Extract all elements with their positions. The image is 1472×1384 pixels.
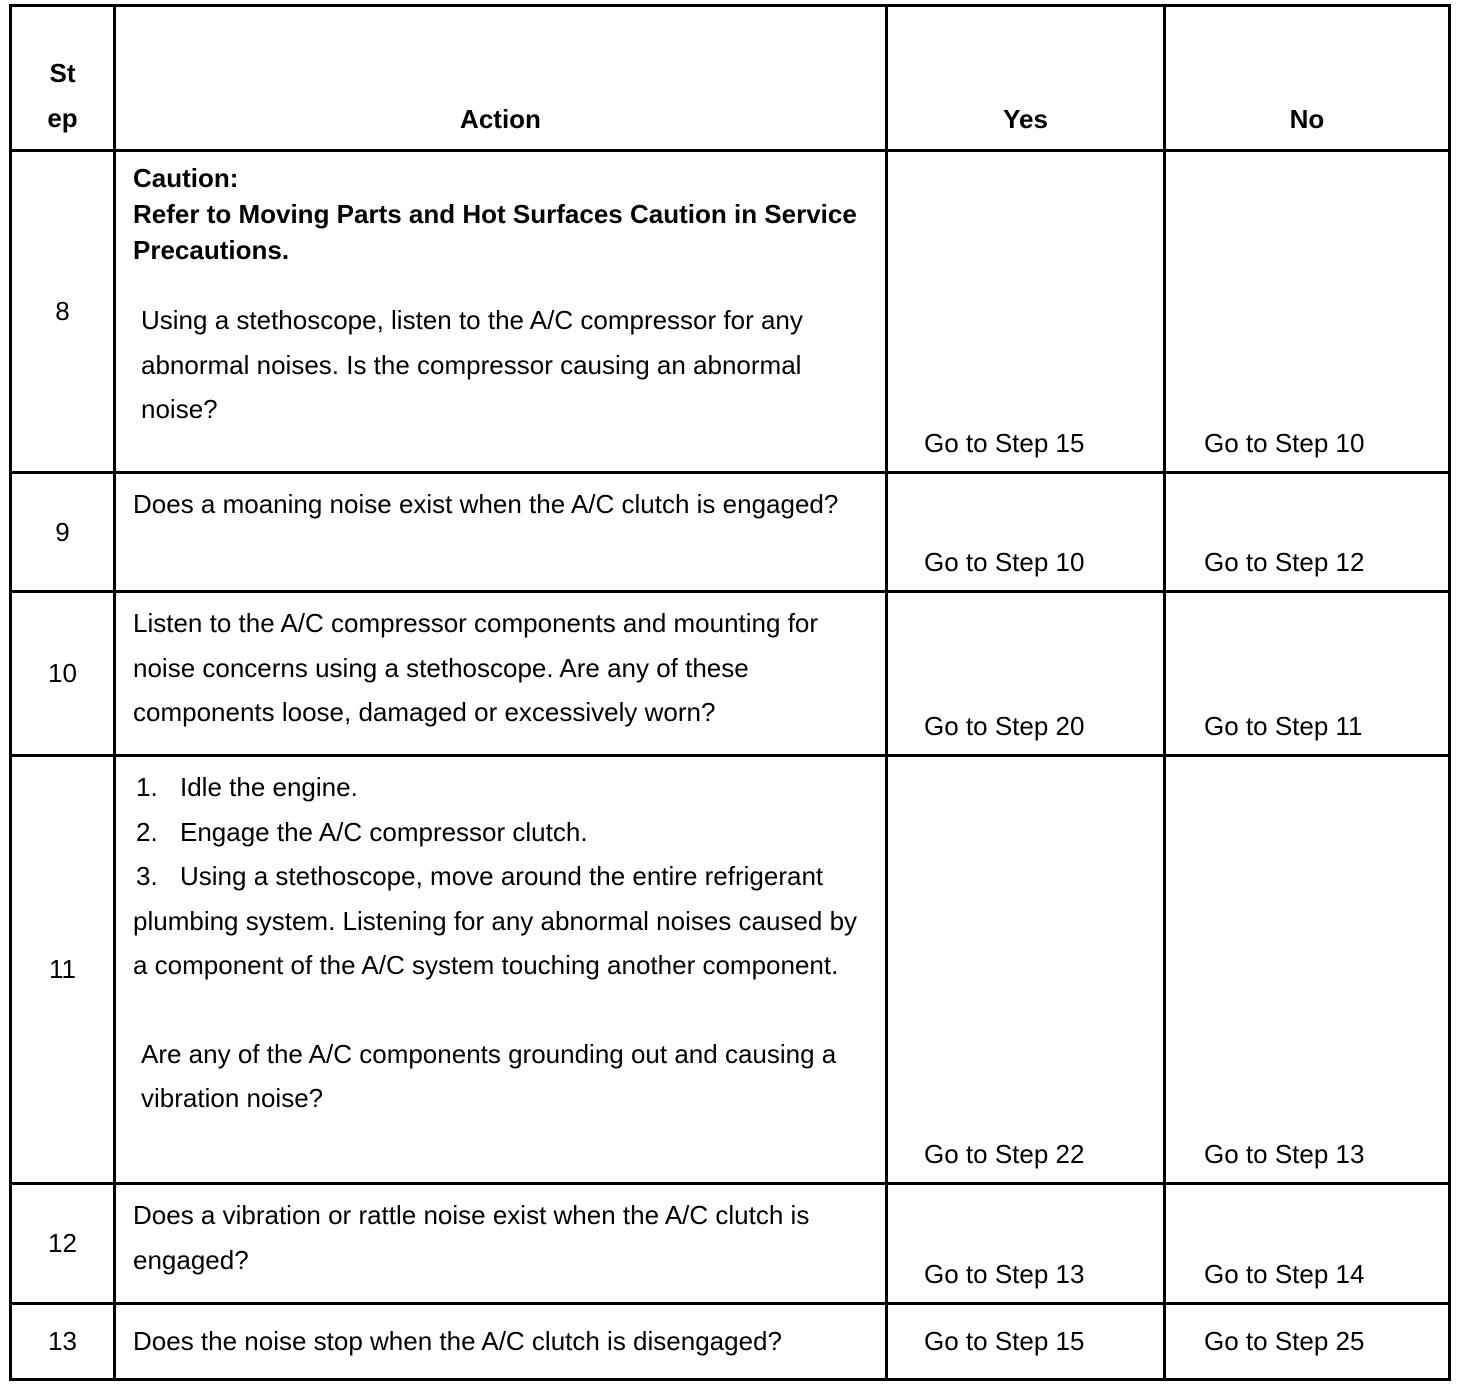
- action-question: Does the noise stop when the A/C clutch is disengaged?: [115, 1304, 887, 1380]
- table-row: [11, 756, 1450, 1184]
- table-row: [11, 151, 1450, 473]
- yes-link[interactable]: Go to Step 15: [887, 151, 1165, 473]
- step-number: 13: [11, 1304, 115, 1380]
- table-row: [11, 473, 1450, 592]
- step-number: 9: [11, 473, 115, 592]
- table-row: [11, 1304, 1450, 1380]
- list-item: [133, 854, 877, 988]
- step-number: 10: [11, 592, 115, 756]
- no-link[interactable]: Go to Step 10: [1165, 151, 1450, 473]
- header-step: [11, 6, 115, 151]
- table-row: [11, 1184, 1450, 1304]
- no-link[interactable]: Go to Step 12: [1165, 473, 1450, 592]
- list-number: 3.: [136, 861, 158, 891]
- list-text: Using a stethoscope, move around the entire refrigerant plumbing system. Listening for any abnormal noises caused by a component of the A/C system touching another component.: [133, 861, 858, 980]
- yes-link[interactable]: Go to Step 13: [887, 1184, 1165, 1304]
- list-text: Idle the engine.: [180, 772, 358, 802]
- header-row: [11, 6, 1450, 151]
- step-number: 12: [11, 1184, 115, 1304]
- no-link[interactable]: Go to Step 25: [1165, 1304, 1450, 1380]
- caution-text: Refer to Moving Parts and Hot Surfaces Caution in Service Precautions.: [133, 199, 857, 265]
- list-item: [133, 765, 877, 810]
- yes-link[interactable]: Go to Step 15: [887, 1304, 1165, 1380]
- step-number: 11: [11, 756, 115, 1184]
- step-number: 8: [11, 151, 115, 473]
- header-yes: Yes: [887, 6, 1165, 151]
- no-link[interactable]: Go to Step 11: [1165, 592, 1450, 756]
- action-question: Listen to the A/C compressor components and mounting for noise concerns using a stethoscope. Are any of these components loose, damaged or excessively worn?: [115, 592, 887, 756]
- action-cell: [115, 151, 887, 473]
- yes-link[interactable]: Go to Step 22: [887, 756, 1165, 1184]
- list-number: 1.: [136, 772, 158, 802]
- no-link[interactable]: Go to Step 14: [1165, 1184, 1450, 1304]
- list-text: Engage the A/C compressor clutch.: [180, 816, 588, 847]
- caution-label: Caution:: [133, 163, 239, 193]
- list-number: 2.: [136, 816, 158, 847]
- list-item: [133, 810, 877, 855]
- caution-block: [133, 160, 877, 268]
- header-step-line1: St: [49, 58, 76, 88]
- header-step-line2: ep: [47, 102, 78, 133]
- action-cell: [115, 756, 887, 1184]
- action-question: Are any of the A/C components grounding out and causing a vibration noise?: [141, 1038, 837, 1113]
- yes-link[interactable]: Go to Step 20: [887, 592, 1165, 756]
- header-no: No: [1165, 6, 1450, 151]
- diagnostic-table: [9, 4, 1451, 1381]
- action-question: Does a moaning noise exist when the A/C clutch is engaged?: [115, 473, 887, 592]
- action-question: Using a stethoscope, listen to the A/C compressor for any abnormal noises. Is the compressor causing an abnormal noise?: [141, 305, 803, 424]
- action-question: Does a vibration or rattle noise exist when the A/C clutch is engaged?: [115, 1184, 887, 1304]
- header-action: Action: [115, 6, 887, 151]
- no-link[interactable]: Go to Step 13: [1165, 756, 1450, 1184]
- table-row: [11, 592, 1450, 756]
- yes-link[interactable]: Go to Step 10: [887, 473, 1165, 592]
